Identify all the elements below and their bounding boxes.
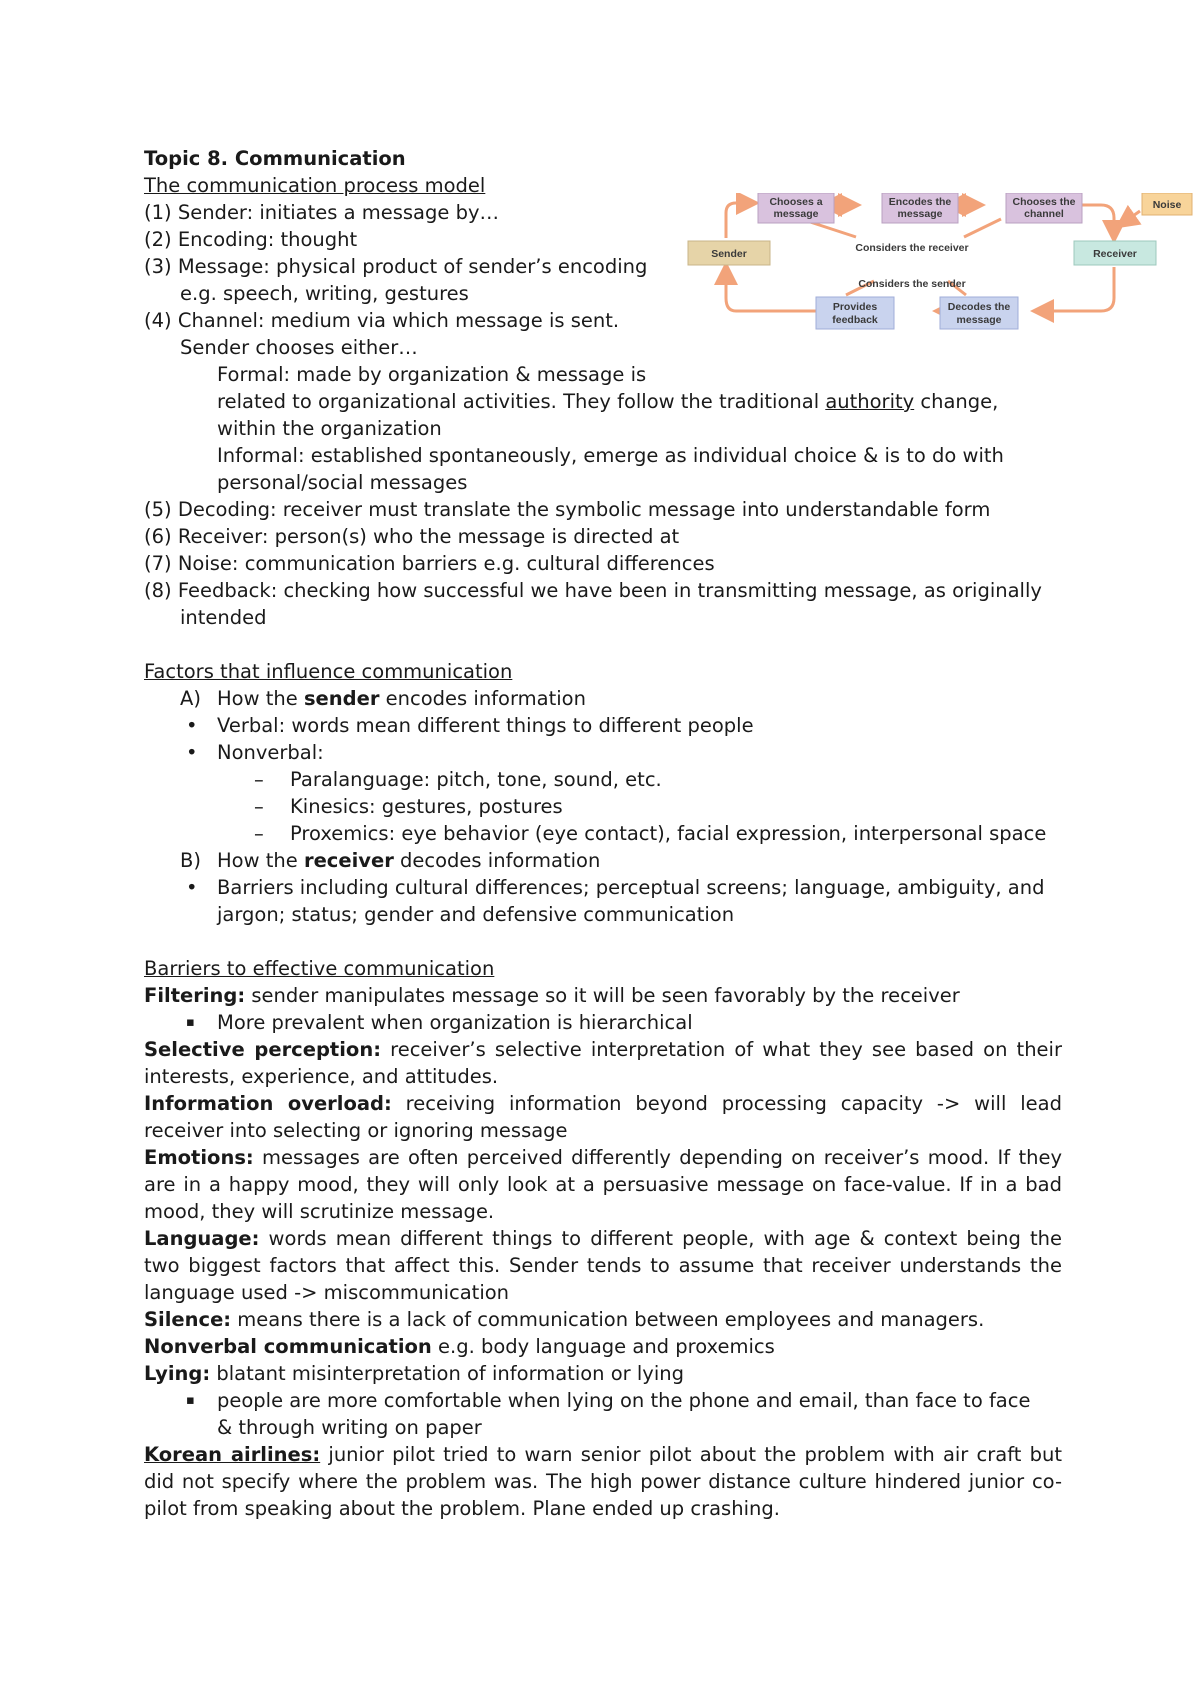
proxemics-item: – Proxemics: eye behavior (eye contact), facial expression, interpersonal space bbox=[254, 822, 1047, 845]
informal-line-2: personal/social messages bbox=[217, 471, 468, 494]
svg-text:channel: channel bbox=[1024, 208, 1064, 220]
process-heading: The communication process model bbox=[144, 174, 486, 197]
lying-sub-cont: & through writing on paper bbox=[217, 1416, 482, 1439]
svg-text:Chooses the: Chooses the bbox=[1012, 196, 1076, 208]
arrow-receiver-to-decode bbox=[1036, 267, 1114, 311]
process-item-2: (2) Encoding: thought bbox=[144, 228, 358, 251]
formal-line-3: within the organization bbox=[217, 417, 442, 440]
arrow-sender-to-message bbox=[726, 203, 754, 238]
process-item-7: (7) Noise: communication barriers e.g. cultural differences bbox=[144, 552, 715, 575]
paralanguage-item: – Paralanguage: pitch, tone, sound, etc. bbox=[254, 768, 662, 791]
node-chooses-message bbox=[758, 193, 834, 223]
barriers-bullet-cont: jargon; status; gender and defensive communication bbox=[217, 903, 735, 926]
label-considers-receiver: Considers the receiver bbox=[855, 242, 969, 254]
node-encodes-message bbox=[882, 193, 958, 223]
svg-text:Sender: Sender bbox=[711, 248, 747, 260]
nonverbal-bullet: • Nonverbal: bbox=[186, 741, 324, 764]
process-item-5: (5) Decoding: receiver must translate the symbolic message into understandable form bbox=[144, 498, 991, 521]
korean-entry: Korean airlines: junior pilot tried to warn senior pilot about the problem with air craft but did not specify where the problem was. The high power distance culture hindered junior co-pilot from speaking about the problem. Plane ended up crashing. bbox=[144, 1443, 1062, 1520]
process-item-4: (4) Channel: medium via which message is sent. bbox=[144, 309, 620, 332]
communication-process-diagram bbox=[686, 193, 1196, 353]
informal-line-1: Informal: established spontaneously, emerge as individual choice & is to do with bbox=[217, 444, 1004, 467]
svg-text:message: message bbox=[897, 208, 943, 220]
process-item-8: (8) Feedback: checking how successful we have been in transmitting message, as originally bbox=[144, 579, 1042, 602]
node-chooses-channel bbox=[1006, 193, 1082, 223]
node-sender bbox=[688, 241, 770, 265]
filtering-sub: ▪ More prevalent when organization is hierarchical bbox=[186, 1011, 693, 1034]
svg-text:message: message bbox=[773, 208, 819, 220]
node-noise bbox=[1142, 193, 1192, 215]
language-entry: Language: words mean different things to different people, with age & context being the two biggest factors that affect this. Sender tends to assume that receiver understands the language used -> miscommunication bbox=[144, 1227, 1062, 1304]
node-receiver bbox=[1074, 241, 1156, 265]
verbal-bullet: • Verbal: words mean different things to different people bbox=[186, 714, 754, 737]
label-considers-sender: Considers the sender bbox=[858, 278, 966, 290]
lying-entry: Lying: blatant misinterpretation of information or lying bbox=[144, 1362, 684, 1385]
svg-text:message: message bbox=[956, 314, 1002, 326]
process-item-8-cont: intended bbox=[180, 606, 267, 629]
selective-entry: Selective perception: receiver’s selective interpretation of what they see based on their interests, experience, and attitudes. bbox=[144, 1038, 1062, 1088]
nonverbal-entry: Nonverbal communication e.g. body language and proxemics bbox=[144, 1335, 775, 1358]
emotions-entry: Emotions: messages are often perceived differently depending on receiver’s mood. If they are in a happy mood, they will only look at a persuasive message on face-value. If in a bad mood, they will scrutinize message. bbox=[144, 1146, 1062, 1223]
process-item-3-cont: e.g. speech, writing, gestures bbox=[180, 282, 469, 305]
silence-entry: Silence: means there is a lack of communication between employees and managers. bbox=[144, 1308, 985, 1331]
node-decodes-message bbox=[940, 297, 1018, 329]
factors-heading: Factors that influence communication bbox=[144, 660, 513, 683]
formal-line-2: related to organizational activities. They follow the traditional authority change, bbox=[217, 390, 999, 413]
factor-b: B) How the receiver decodes information bbox=[180, 849, 601, 872]
line-considers-receiver-right bbox=[964, 219, 1001, 237]
svg-text:Chooses a: Chooses a bbox=[769, 196, 823, 208]
svg-text:Provides: Provides bbox=[832, 301, 878, 313]
page-title: Topic 8. Communication bbox=[144, 147, 406, 170]
svg-text:Noise: Noise bbox=[1152, 199, 1182, 211]
overload-entry: Information overload: receiving information beyond processing capacity -> will lead receiver into selecting or ignoring message bbox=[144, 1092, 1062, 1142]
lying-sub: ▪ people are more comfortable when lying on the phone and email, than face to face bbox=[186, 1389, 1031, 1412]
svg-text:feedback: feedback bbox=[832, 314, 878, 326]
barriers-bullet: • Barriers including cultural differences; perceptual screens; language, ambiguity, and bbox=[186, 876, 1045, 899]
process-item-3: (3) Message: physical product of sender’s encoding bbox=[144, 255, 648, 278]
formal-line-1: Formal: made by organization & message is bbox=[217, 363, 647, 386]
process-item-6: (6) Receiver: person(s) who the message is directed at bbox=[144, 525, 680, 548]
svg-text:Decodes the: Decodes the bbox=[947, 301, 1011, 313]
process-item-4-cont: Sender chooses either… bbox=[180, 336, 418, 359]
svg-text:Encodes the: Encodes the bbox=[888, 196, 952, 208]
filtering-entry: Filtering: sender manipulates message so it will be seen favorably by the receiver bbox=[144, 984, 960, 1007]
barriers-heading: Barriers to effective communication bbox=[144, 957, 495, 980]
process-item-1: (1) Sender: initiates a message by… bbox=[144, 201, 499, 224]
arrow-feedback-to-sender bbox=[726, 267, 816, 311]
arrow-noise bbox=[1120, 211, 1140, 225]
svg-text:Receiver: Receiver bbox=[1093, 248, 1137, 260]
authority-link[interactable]: authority bbox=[825, 390, 915, 413]
factor-a: A) How the sender encodes information bbox=[180, 687, 586, 710]
kinesics-item: – Kinesics: gestures, postures bbox=[254, 795, 563, 818]
node-provides-feedback bbox=[816, 297, 894, 329]
